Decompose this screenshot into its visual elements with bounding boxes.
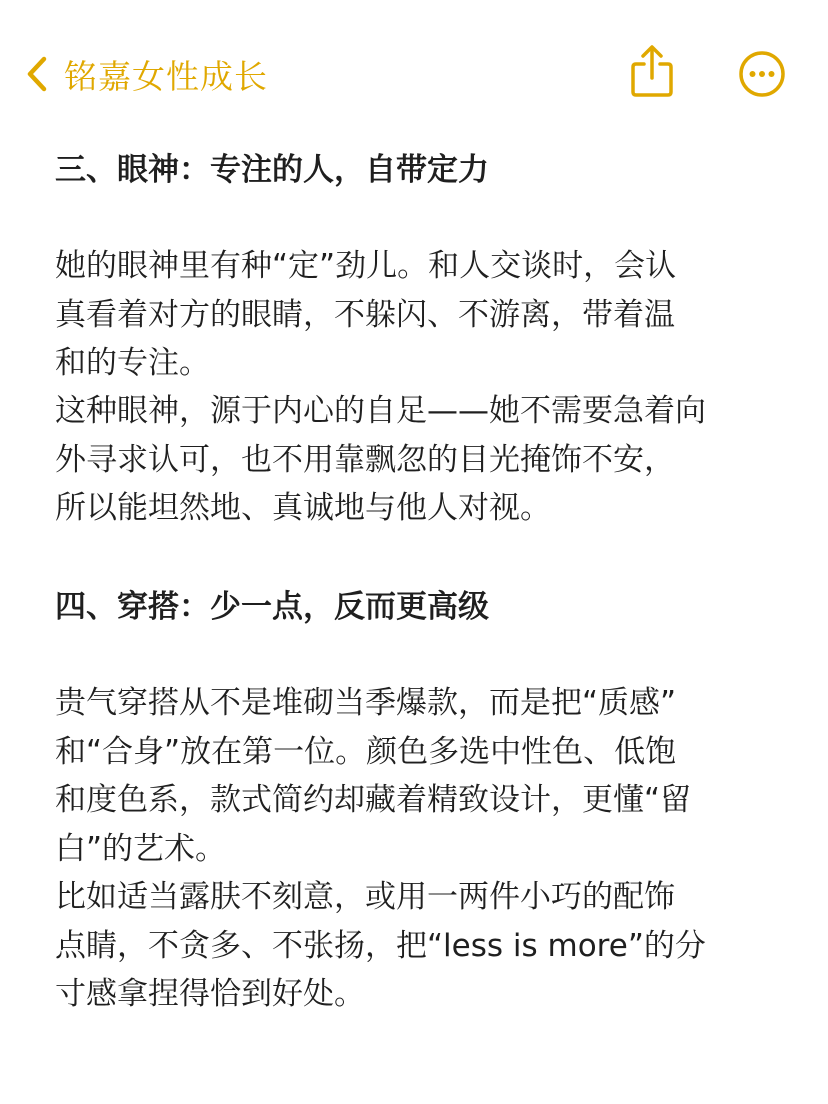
paragraph-line: 和度色系，款式简约却藏着精致设计，更懂“留 <box>55 782 692 818</box>
paragraph-line: 和“合身”放在第一位。颜色多选中性色、低饱 <box>55 733 677 770</box>
paragraph-line: 贵气穿搭从不是堆砌当季爆款，而是把“质感” <box>55 685 677 721</box>
section-4-paragraph-2 <box>55 873 706 1019</box>
section-3-paragraph-2 <box>55 387 706 533</box>
paragraph-line: 真看着对方的眼睛，不躲闪、不游离，带着温 <box>55 296 675 333</box>
paragraph-line: 寸感拿捏得恰到好处。 <box>55 976 365 1012</box>
chevron-left-icon <box>22 54 52 94</box>
section-4-heading: 四、穿搭：少一点，反而更高级 <box>55 589 489 625</box>
back-button[interactable] <box>22 48 268 100</box>
paragraph-line: 白”的艺术。 <box>55 830 227 867</box>
share-icon[interactable] <box>630 44 674 98</box>
navigation-bar <box>0 0 828 148</box>
paragraph-line: 这种眼神，源于内心的自足——她不需要急着向 <box>55 393 706 429</box>
paragraph-line: 外寻求认可，也不用靠飘忽的目光掩饰不安， <box>55 441 675 478</box>
paragraph-line: 所以能坦然地、真诚地与他人对视。 <box>55 490 551 526</box>
paragraph-line: 和的专注。 <box>55 345 210 381</box>
back-label: 铭嘉女性成长 <box>64 56 268 96</box>
paragraph-line: 点睛，不贪多、不张扬，把“less is more”的分 <box>55 927 706 964</box>
section-4-paragraph-1 <box>55 679 691 873</box>
section-3-paragraph-1 <box>55 242 676 388</box>
more-options-icon[interactable] <box>738 50 786 98</box>
section-3-heading: 三、眼神：专注的人，自带定力 <box>55 152 489 188</box>
paragraph-line: 比如适当露肤不刻意，或用一两件小巧的配饰 <box>55 879 675 915</box>
paragraph-line: 她的眼神里有种“定”劲儿。和人交谈时，会认 <box>55 248 677 284</box>
